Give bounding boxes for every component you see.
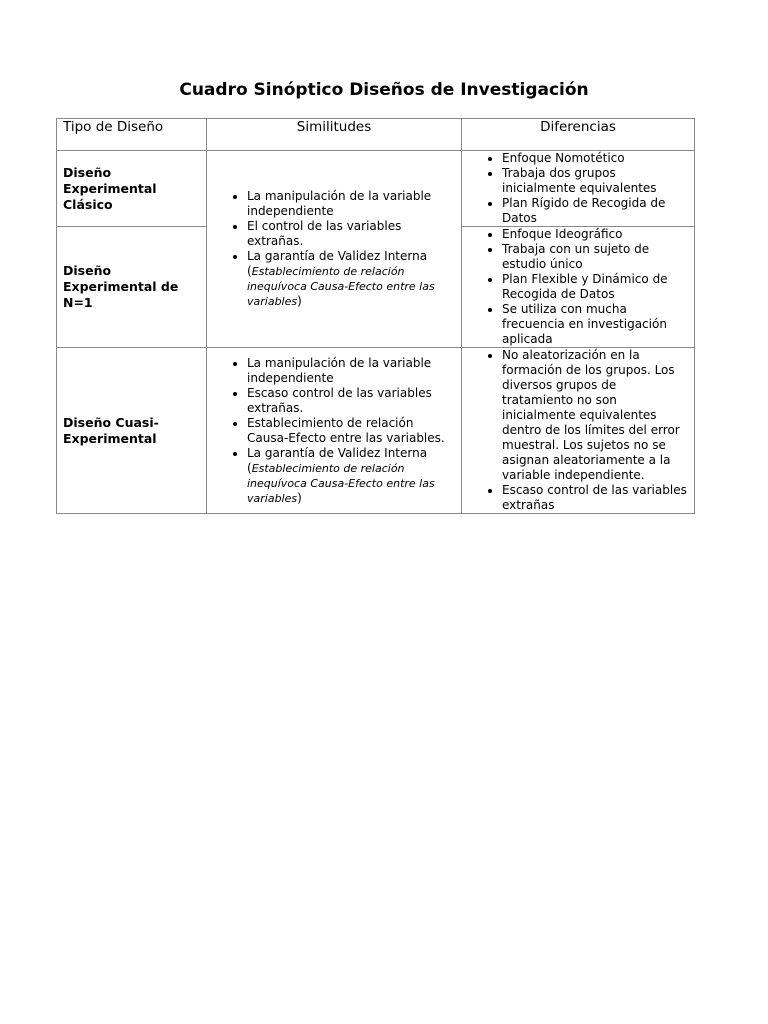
type-label: Diseño Cuasi-Experimental (63, 414, 159, 446)
list-item: • Escaso control de las variables extrañas. (247, 386, 455, 416)
differences-list (468, 227, 688, 347)
list-item-text: La garantía de Validez Interna (247, 249, 428, 263)
list-item: • La garantía de Validez Interna (Establecimiento de relación inequívoca Causa-Efecto entre las variables) (247, 249, 455, 309)
synoptic-table (56, 118, 695, 514)
list-item-text: La garantía de Validez Interna (247, 445, 428, 460)
list-item: • Establecimiento de relación Causa-Efecto entre las variables. (247, 416, 455, 446)
differences-list (468, 348, 688, 513)
list-item: • La manipulación de la variable independiente (247, 356, 455, 386)
header-type: Tipo de Diseño (57, 119, 207, 151)
list-item: • Enfoque Nomotético (502, 151, 688, 166)
type-cell (57, 227, 207, 348)
list-item-note: Establecimiento de relación inequívoca Causa-Efecto entre las variables (247, 265, 435, 308)
list-item: • La manipulación de la variable independiente (247, 189, 455, 219)
differences-cell (462, 151, 695, 227)
list-item: • Plan Flexible y Dinámico de Recogida de Datos (502, 272, 688, 302)
type-cell (57, 151, 207, 227)
table-row (57, 151, 695, 227)
differences-list (468, 151, 688, 226)
list-item: • Plan Rígido de Recogida de Datos (502, 196, 688, 226)
differences-cell (462, 227, 695, 348)
similarities-list (213, 189, 455, 309)
list-item: • El control de las variables extrañas. (247, 219, 455, 249)
list-item-note: Establecimiento de relación inequívoca Causa-Efecto entre las variables (247, 461, 435, 505)
differences-cell (462, 348, 695, 514)
type-cell (57, 348, 207, 514)
list-item: • Escaso control de las variables extrañas (502, 483, 688, 513)
list-item: • Trabaja dos grupos inicialmente equivalentes (502, 166, 688, 196)
header-similarities: Similitudes (207, 119, 462, 151)
type-label: Diseño Experimental de N=1 (63, 263, 179, 310)
type-label: Diseño Experimental Clásico (63, 164, 157, 212)
quasi-similarities-cell (207, 348, 462, 514)
synoptic-table-container (56, 118, 694, 512)
document-title: Cuadro Sinóptico Diseños de Investigación (179, 80, 589, 100)
similarities-list (213, 356, 455, 506)
list-item: • Se utiliza con mucha frecuencia en investigación aplicada (502, 302, 688, 347)
list-item: • La garantía de Validez Interna (Establecimiento de relación inequívoca Causa-Efecto entre las variables) (247, 446, 455, 506)
table-header-row (57, 119, 695, 151)
list-item: • No aleatorización en la formación de los grupos. Los diversos grupos de tratamiento no son inicialmente equivalentes dentro de los límites del error muestral. Los sujetos no se asignan aleatoriamente a la variable independiente. (502, 348, 688, 483)
header-differences: Diferencias (462, 119, 695, 151)
list-item: • Trabaja con un sujeto de estudio único (502, 242, 688, 272)
shared-similarities-cell (207, 151, 462, 348)
table-row (57, 348, 695, 514)
list-item: • Enfoque Ideográfico (502, 227, 688, 242)
